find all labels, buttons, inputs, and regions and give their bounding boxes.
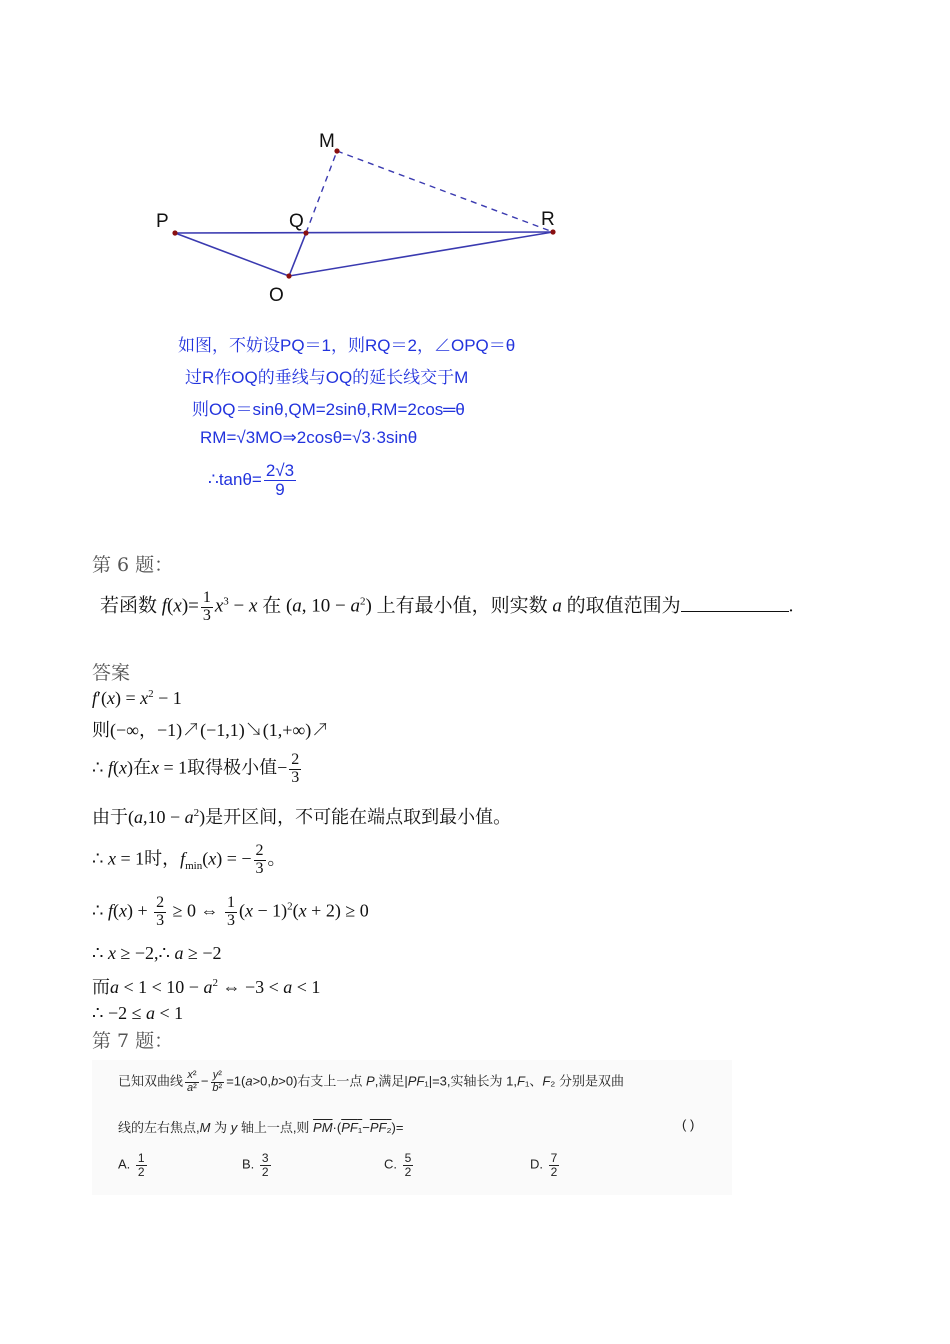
q7-heading: 第 7 题： <box>92 1030 174 1052</box>
point-R <box>550 229 555 234</box>
solution-line-5 <box>208 462 298 499</box>
q7-problem-line1: 已知双曲线 $\frac{\text{x²}}{\text{a²}}$ − $\frac{\text{y²}}{\text{b²}}$ =1(a>0,b>0)右支上一点 P,满足|PF₁|=3,实轴长为 1,F₁、F₂ 分别是双曲 <box>118 1069 624 1094</box>
step-4: 由于$(a,10 - a^2)$是开区间，不可能在端点取到最小值。 <box>92 807 512 827</box>
dashed-QM <box>306 151 337 233</box>
dashed-MR <box>337 151 553 232</box>
answer-heading: 答案 <box>92 662 131 684</box>
segment-PO <box>175 233 289 276</box>
geometry-figure <box>0 0 950 320</box>
option-C: C. $\frac{5}{2}$ <box>384 1151 412 1179</box>
answer-blank <box>681 597 789 612</box>
q7-problem-line2: 线的左右焦点,M 为 y 轴上一点,则 $\overline{PM}\cdot(PF_1-PF_2)=$ <box>118 1120 404 1135</box>
solution-line-1: 如图，不妨设PQ＝1，则RQ＝2，∠OPQ＝θ <box>178 336 516 355</box>
solution-line-4: RM=√3MO⇒2cosθ=√3·3sinθ <box>200 428 418 447</box>
tan-numerator: 2√3 <box>265 461 295 480</box>
point-M <box>334 148 339 153</box>
step-1: $f'(x) = x^2 - 1$ <box>92 688 182 708</box>
label-P: P <box>156 211 169 232</box>
q6-problem: 若函数 f(x)= $\frac{1}{3}$ $x^3 - x$ 在 (a, $10 - a^2$) 上有最小值，则实数 a 的取值范围为 . <box>100 589 794 624</box>
label-O: O <box>269 285 284 306</box>
segment-OR <box>289 232 553 276</box>
q7-paren: ( ) <box>682 1117 695 1132</box>
point-O <box>286 273 291 278</box>
option-B: B. $\frac{3}{2}$ <box>242 1151 269 1179</box>
label-Q: Q <box>289 211 304 232</box>
step-2: 则(−∞，−1)↗(−1,1)↘(1,+∞)↗ <box>92 720 330 740</box>
step-6: ∴ f(x) + $\frac{2}{3}$ ≥ 0 ⇔ $\frac{1}{3}$ $(x - 1)^2(x + 2) \ge 0$ <box>92 894 369 929</box>
segment-PR <box>175 232 553 233</box>
tan-denominator: 9 <box>275 479 285 499</box>
solution-line-2: 过R作OQ的垂线与OQ的延长线交于M <box>185 368 469 387</box>
step-9: ∴ −2 ≤ a < 1 <box>92 1003 184 1023</box>
tan-prefix: ∴tanθ= <box>208 469 262 489</box>
label-M: M <box>319 131 335 152</box>
step-8: 而$a < 1 < 10 - a^2$ ⇔ −3 < a < 1 <box>92 977 321 997</box>
segment-OQ <box>289 233 306 276</box>
step-7: ∴ x ≥ −2,∴ a ≥ −2 <box>92 943 222 963</box>
step-3: ∴ f(x)在x = 1取得极小值− $\frac{2}{3}$ <box>92 751 300 786</box>
q6-heading: 第 6 题： <box>92 554 174 576</box>
point-Q <box>303 230 308 235</box>
point-P <box>172 230 177 235</box>
option-D: D. $\frac{7}{2}$ <box>530 1151 558 1179</box>
step-5: ∴ x = 1时，$f_{min}(x)$ = − $\frac{2}{3}$ 。 <box>92 842 286 877</box>
solution-line-3: 则OQ＝sinθ,QM=2sinθ,RM=2cos═θ <box>192 400 465 419</box>
q7-scan <box>92 1060 732 1195</box>
option-A: A. $\frac{1}{2}$ <box>118 1151 145 1179</box>
label-R: R <box>541 209 555 230</box>
